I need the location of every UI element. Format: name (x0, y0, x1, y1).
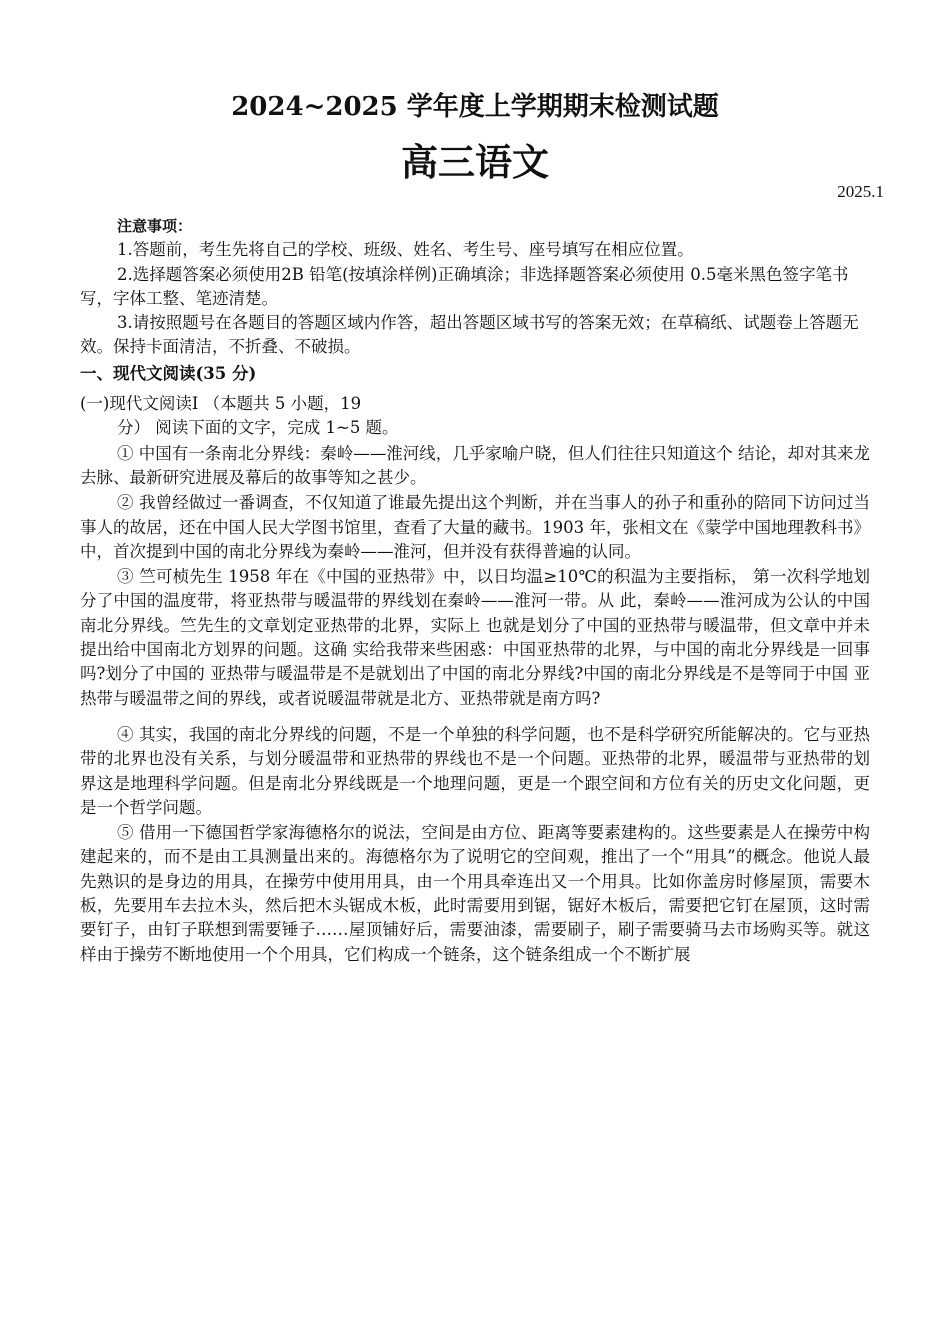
notice-item-1: 1.答题前，考生先将自己的学校、班级、姓名、考生号、座号填写在相应位置。 (117, 240, 694, 260)
exam-date: 2025.1 (837, 182, 884, 201)
passage-paragraph-3: ③ 竺可桢先生 1958 年在《中国的亚热带》中，以日均温≥10℃的积温为主要指标， 第一次科学地划分了中国的温度带，将亚热带与暖温带的界线划在秦岭——淮河一带。从 此，秦岭——淮河成为公认的中国南北分界线。竺先生的文章划定亚热带的北界，实际上 也就是划分了中国的亚热带与暖温带，但文章中并未提出给中国南北方划界的问题。这确 实给我带来些困惑：中国亚热带的北界，与中国的南北分界线是一回事吗?划分了中国的 亚热带与暖温带是不是就划出了中国的南北分界线?中国的南北分界线是不是等同于中国 亚热带与暖温带之间的界线，或者说暖温带就是北方、亚热带就是南方吗? (80, 567, 870, 708)
notice-item-2: 2.选择题答案必须使用2B 铅笔(按填涂样例)正确填涂；非选择题答案必须使用 0.5毫米黑色签字笔书写，字体工整、笔迹清楚。 (80, 264, 849, 308)
part-heading-line-1: (一)现代文阅读Ⅰ （本题共 5 小题，19 (80, 394, 362, 414)
exam-body (80, 214, 870, 967)
notice-heading: 注意事项： (117, 217, 193, 235)
passage-paragraph-1: ① 中国有一条南北分界线：秦岭——淮河线，几乎家喻户晓，但人们往往只知道这个 结论，却对其来龙去脉、最新研究进展及幕后的故事等知之甚少。 (80, 443, 870, 487)
passage-paragraph-4: ④ 其实，我国的南北分界线的问题，不是一个单独的科学问题，也不是科学研究所能解决的。它与亚热带的北界也没有关系，与划分暖温带和亚热带的界线也不是一个问题。亚热带的北界，暖温带与亚热带的划界这是地理科学问题。但是南北分界线既是一个地理问题，更是一个跟空间和方位有关的历史文化问题，更是一个哲学问题。 (80, 724, 870, 817)
notice-item-3: 3.请按照题号在各题目的答题区域内作答，超出答题区域书写的答案无效；在草稿纸、试题卷上答题无效。保持卡面清洁，不折叠、不破损。 (80, 313, 859, 357)
exam-subject-title: 高三语文 (401, 141, 549, 184)
exam-title: 2024~2025 学年度上学期期末检测试题 (231, 92, 719, 122)
passage-paragraph-5: ⑤ 借用一下德国哲学家海德格尔的说法，空间是由方位、距离等要素建构的。这些要素是人在操劳中构建起来的，而不是由工具测量出来的。海德格尔为了说明它的空间观，推出了一个“用具”的概念。他说人最先熟识的是身边的用具，在操劳中使用用具，由一个用具牵连出又一个用具。比如你盖房时修屋顶，需要木板，先要用车去拉木头，然后把木头锯成木板，此时需要用到锯，锯好木板后，需要把它钉在屋顶，这时需要钉子，由钉子联想到需要锤子……屋顶铺好后，需要油漆，需要刷子，刷子需要骑马去市场购买等。就这样由于操劳不断地使用一个个用具，它们构成一个链条，这个链条组成一个不断扩展 (80, 823, 870, 964)
part-heading-line-2: 分） 阅读下面的文字，完成 1~5 题。 (117, 418, 399, 438)
passage-paragraph-2: ② 我曾经做过一番调查，不仅知道了谁最先提出这个判断，并在当事人的孙子和重孙的陪同下访问过当事人的故居，还在中国人民大学图书馆里，查看了大量的藏书。1903 年，张相文在《蒙学中国地理教科书》中，首次提到中国的南北分界线为秦岭——淮河，但并没有获得普遍的认同。 (80, 493, 870, 561)
section-heading: 一、现代文阅读(35 分) (80, 363, 257, 383)
